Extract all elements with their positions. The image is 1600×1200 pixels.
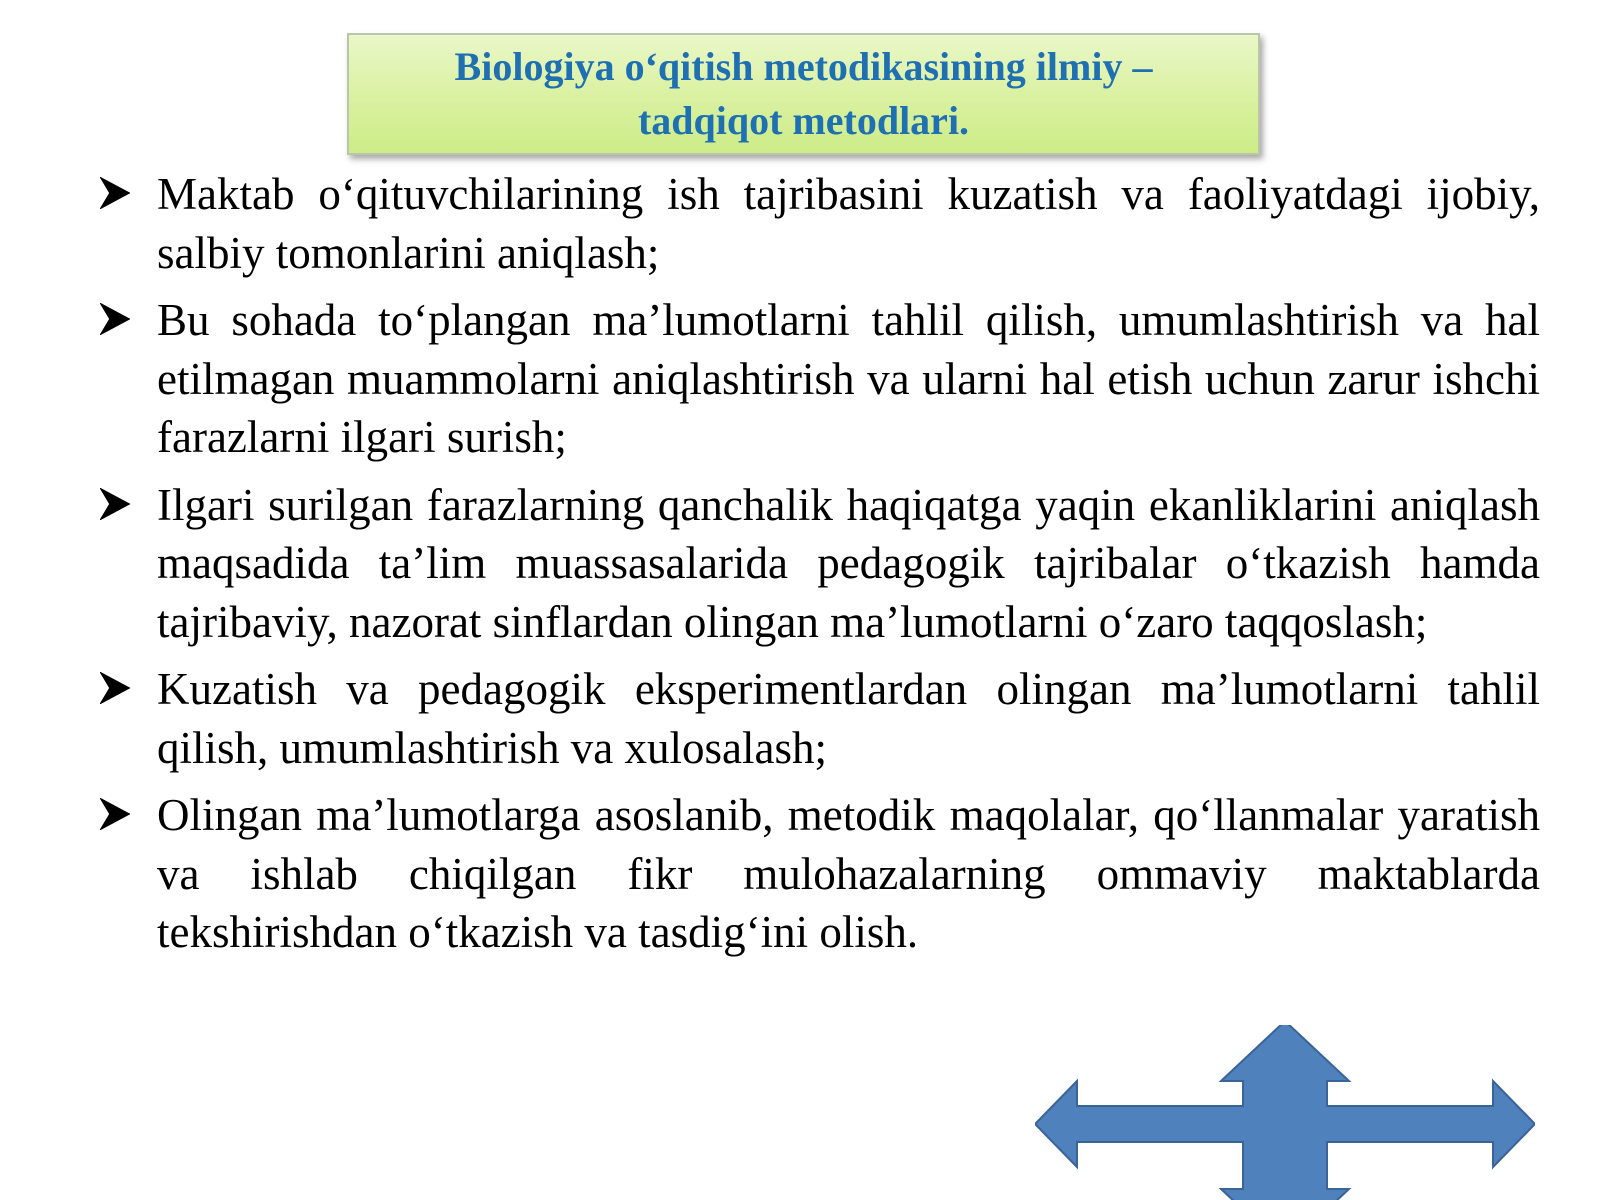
page-title-line-2: tadqiqot metodlari. [637, 98, 970, 143]
bullet-text: Kuzatish va pedagogik eksperimentlardan olingan ma’lumotlarni tahlil qilish, umumlashtirish va xulosalash; [157, 664, 1540, 773]
arrowhead-bullet-icon [100, 488, 130, 520]
bullet-text: Ilgari surilgan farazlarning qanchalik haqiqatga yaqin ekanliklarini aniqlash maqsadida ta’lim muassasalarida pedagogik tajribalar o‘tkazish hamda tajribaviy, nazorat sinflardan olingan ma’lumotlarni o‘zaro taqqoslash; [157, 479, 1540, 647]
bullet-item [98, 660, 1540, 777]
bullet-item [98, 165, 1540, 282]
bullet-text: Olingan ma’lumotlarga asoslanib, metodik maqolalar, qo‘llanmalar yaratish va ishlab chiqilgan fikr mulohazalarning ommaviy maktablarda tekshirishdan o‘tkazish va tasdig‘ini olish. [157, 790, 1540, 957]
bullet-item [98, 476, 1540, 652]
bullet-text: Maktab o‘qituvchilarining ish tajribasini kuzatish va faoliyatdagi ijobiy, salbiy tomonlarini aniqlash; [157, 169, 1540, 278]
bullet-item [98, 291, 1540, 467]
bullet-list [98, 165, 1540, 971]
arrowhead-bullet-icon [100, 672, 130, 704]
page-title-line-1: Biologiya o‘qitish metodikasining ilmiy – [454, 44, 1153, 89]
bullet-text: Bu sohada to‘plangan ma’lumotlarni tahlil qilish, umumlashtirish va hal etilmagan muammolarni aniqlashtirish va ularni hal etish uchun zarur ishchi farazlarni ilgari surish; [157, 295, 1540, 462]
four-way-arrow-icon [1035, 1025, 1535, 1200]
arrowhead-bullet-icon [100, 798, 130, 830]
bullet-item [98, 786, 1540, 962]
arrowhead-bullet-icon [100, 177, 130, 209]
title-box [347, 33, 1260, 155]
arrowhead-bullet-icon [100, 303, 130, 335]
